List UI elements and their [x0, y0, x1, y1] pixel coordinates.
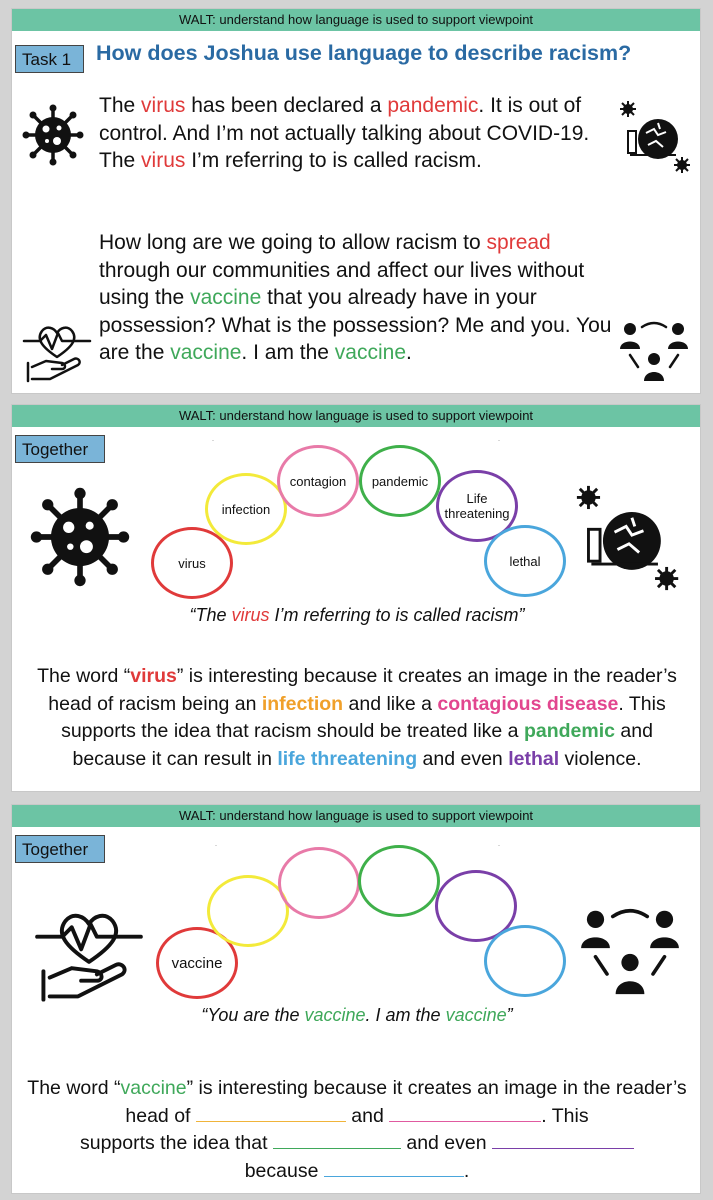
blank-purple[interactable] [492, 1130, 634, 1149]
text-segment: . I am the [241, 341, 335, 364]
word-ring-life-threatening: Life threatening [436, 470, 518, 542]
slide-task-1 [11, 8, 701, 394]
together-tag: Together [15, 835, 105, 863]
heart-hand-icon [34, 905, 144, 1003]
quote-paragraph-2 [99, 229, 614, 367]
text-segment: ” is interesting because it creates an image in the reader’s head of racism being an [48, 665, 677, 715]
text-segment: that you already have in your possession? What is the possession? Me and you. You are the [99, 286, 612, 364]
text-segment: contagious disease [437, 692, 619, 715]
text-segment: The [99, 94, 142, 117]
text-segment: I’m referring to is called racism” [269, 605, 525, 625]
blank-yellow[interactable] [196, 1103, 346, 1122]
slide-together-1: WALT: understand how language is used to support viewpoint Together virus infection contagion pandemic Life threatening lethal - - “The virus I’m referring to is called racism” The word “virus” is interesting because it creates an image in the reader’s head of racism being an infection and like a contagious disease. This supports the idea that racism should be treated like a pandemic and because it can result in life threatening and even lethal violence. [11, 404, 701, 792]
word-ring-blank-pink [278, 847, 360, 919]
text-segment: pandemic [523, 720, 615, 742]
heart-hand-icon [22, 321, 92, 383]
fill-in-paragraph: The word “vaccine” is interesting because it creates an image in the reader’s head of and . This supports the idea that and even because . [27, 1077, 687, 1182]
blank-green[interactable] [273, 1130, 401, 1149]
text-segment: spread [486, 231, 551, 254]
text-segment: The word “ [37, 665, 131, 687]
analysis-paragraph [34, 663, 680, 773]
quote-virus [12, 605, 701, 626]
blank-blue[interactable] [324, 1158, 464, 1177]
quote-paragraph-1 [99, 92, 614, 175]
text-segment: and even [417, 747, 509, 770]
text-segment: ” [506, 1005, 513, 1025]
virus-icon [30, 487, 130, 587]
text-segment: How long are we going to allow racism to [99, 231, 487, 254]
text-segment: pandemic [387, 94, 479, 117]
task-tag: Task 1 [15, 45, 84, 73]
text-segment: . This supports the idea that racism should be treated like a [61, 692, 666, 742]
text-segment: virus [231, 605, 270, 625]
text-segment: vaccine [170, 341, 242, 364]
word-ring-pandemic: pandemic [359, 445, 441, 517]
text-segment: . [406, 341, 412, 364]
text-segment: violence. [559, 747, 642, 770]
text-segment: vaccine [334, 341, 406, 364]
word-ring-lethal: lethal [484, 525, 566, 597]
blank-pink[interactable] [389, 1103, 541, 1122]
globe-virus-icon [618, 99, 694, 175]
text-segment: infection [261, 692, 344, 715]
slide-title: How does Joshua use language to describe racism? [96, 41, 632, 65]
text-segment: life threatening [277, 747, 418, 770]
text-segment: vaccine [304, 1005, 366, 1025]
text-segment: . I am the [365, 1005, 446, 1025]
virus-icon [22, 104, 84, 166]
text-segment: and like a [343, 692, 438, 715]
community-icon [618, 319, 690, 383]
globe-virus-icon [574, 483, 684, 593]
slide-together-2: WALT: understand how language is used to support viewpoint Together vaccine - - “You are the vaccine. I am the vaccine” The word “vaccine” is interesting because it creates an image in the reader’s head of and . This supports the idea that and even because . [11, 804, 701, 1194]
text-segment: virus [141, 94, 186, 117]
text-segment: has been declared a [185, 94, 388, 117]
quote-vaccine [12, 1005, 701, 1026]
text-segment: I’m referring to is called racism. [185, 149, 482, 172]
word-ring-infection: infection [205, 473, 287, 545]
text-segment: vaccine [445, 1005, 507, 1025]
text-segment: lethal [508, 747, 560, 770]
walt-banner: WALT: understand how language is used to support viewpoint [12, 9, 700, 31]
word-ring-virus: virus [151, 527, 233, 599]
text-segment: vaccine [190, 286, 262, 309]
text-segment: “You are the [201, 1005, 305, 1025]
text-segment: “The [189, 605, 232, 625]
text-segment: and because it can result in [72, 720, 653, 770]
walt-banner: WALT: understand how language is used to support viewpoint [12, 405, 700, 427]
community-icon [578, 905, 682, 997]
word-ring-blank-green [358, 845, 440, 917]
together-tag: Together [15, 435, 105, 463]
text-segment: through our communities and affect our lives without using the [99, 258, 585, 309]
text-segment: virus [130, 665, 177, 687]
word-ring-vaccine: vaccine [156, 927, 238, 999]
text-segment: virus [141, 149, 186, 172]
word-ring-blank-blue [484, 925, 566, 997]
word-ring-blank-yellow [207, 875, 289, 947]
text-segment: . It is out of control. And I’m not actually talking about COVID-19. The [99, 94, 590, 172]
word-ring-contagion: contagion [277, 445, 359, 517]
walt-banner: WALT: understand how language is used to support viewpoint [12, 805, 700, 827]
